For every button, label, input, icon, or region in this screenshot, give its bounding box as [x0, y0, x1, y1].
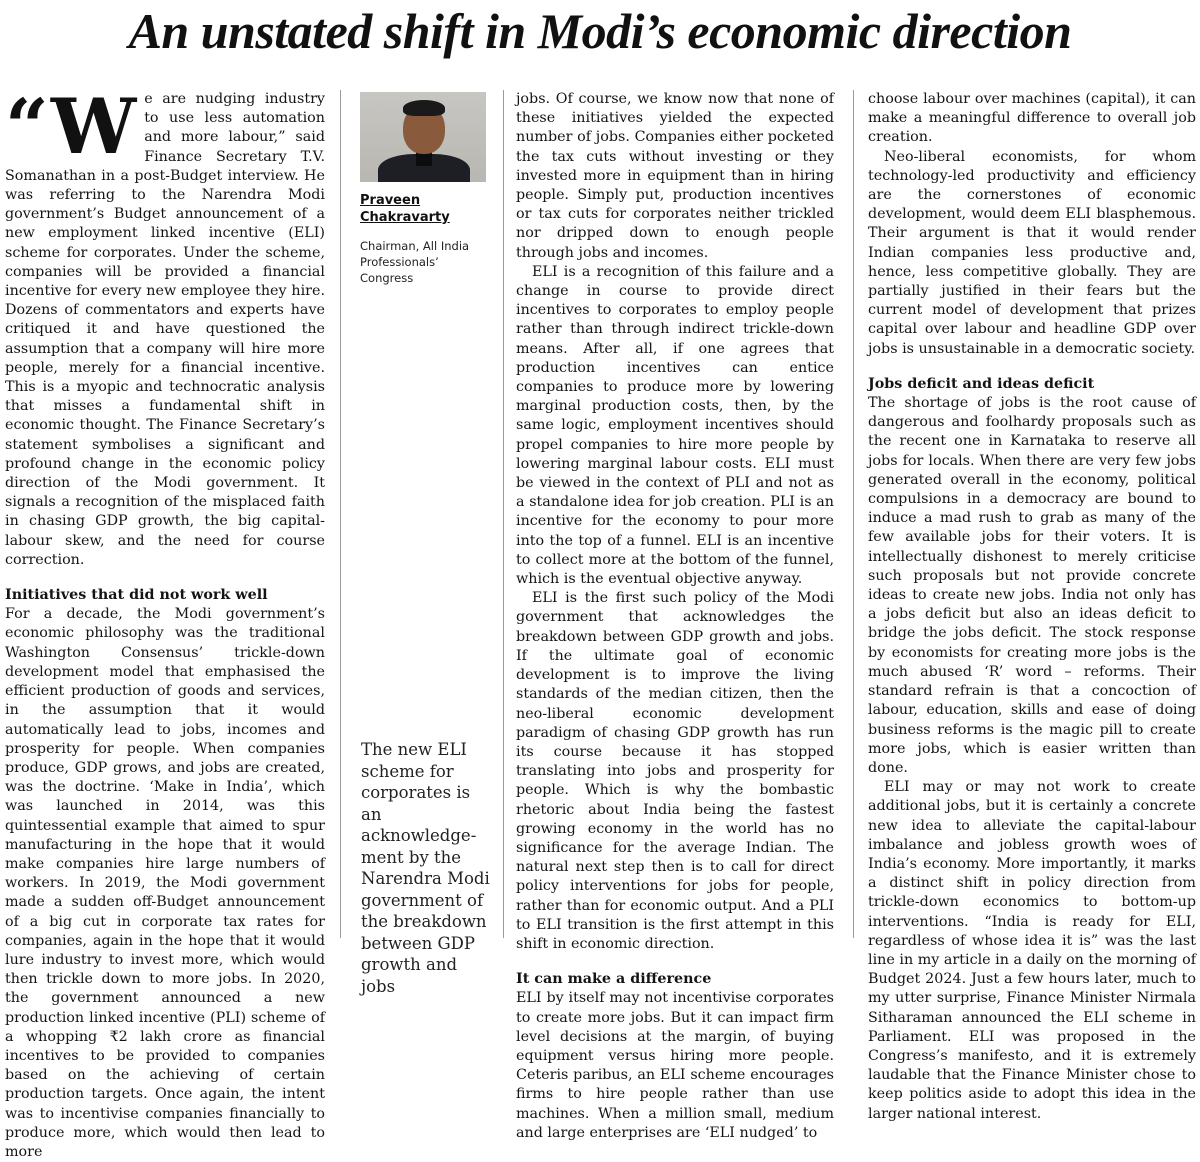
drop-cap: “W [5, 82, 137, 171]
paragraph: For a decade, the Modi government’s economic philosophy was the traditional Washington Consensus’ trickle-down development model that emphasised the efficient production of goods and services, in the assumption that it would automatically lead to jobs, incomes and prosperity for people. When companies produce, GDP grows, and jobs are created, was the doctrine. ‘Make in India’, which was launched in 2014, was this quintessential example that aimed to spur manufacturing in the hope that it would make companies hire large numbers of workers. In 2019, the Modi government made a sudden off-Budget announcement of a big cut in corporate tax rates for companies, again in the hope that it would lure industry to invest more, which would then trickle down to more jobs. In 2020, the government announced a new production linked incentive (PLI) scheme of a whopping ₹2 lakh crore as financial incentives to be provided to companies based on the achieving of certain production targets. Once again, the intent was to incentivise companies financially to produce more, which would then lead to more [5, 606, 325, 1160]
paragraph: Neo-liberal economists, for whom technology-led productivity and efficiency are the cornerstones of economic development, would deem ELI blasphemous. Their argument is that it would render Indian companies less productive and, hence, less competitive globally. They are partially justified in their fears but the current model of development that prizes capital over labour and headline GDP over jobs is unsustainable in a democratic society. [868, 148, 1196, 357]
column-divider [340, 90, 341, 938]
author-role: Chairman, All India Professionals’ Congress [360, 239, 470, 285]
author-name: Praveen Chakravarty [360, 193, 450, 225]
article-column-3 [516, 90, 834, 1143]
paragraph: The shortage of jobs is the root cause of dangerous and foolhardy proposals such as the recent one in Karnataka to reserve all jobs for locals. When there are very few jobs generated overall in the economy, political compulsions in a democracy are bound to induce a mad rush to grab as many of the few available jobs for their voters. It is intellectually dishonest to merely criticise such proposals but not provide concrete ideas to create new jobs. India not only has a jobs deficit but also an ideas deficit to bridge the jobs deficit. The stock response by economists for creating more jobs is the much abused ‘R’ word – reforms. Their standard refrain is that a concoction of labour, education, skills and ease of doing business reforms is the magic pill to create more jobs, which is easier written than done. [868, 395, 1196, 776]
pull-quote: The new ELI scheme for corporates is an acknowledge-ment by the Narendra Modi government of the breakdown between GDP growth and jobs [361, 740, 490, 996]
section-heading: It can make a difference [516, 971, 712, 988]
paragraph: ELI is the first such policy of the Modi government that acknowledges the breakdown between GDP growth and jobs. If the ultimate goal of economic development is to improve the living standards of the median citizen, then the neo-liberal economic development paradigm of chasing GDP growth has run its course because it has stopped translating into jobs and prosperity for people. Which is why the bombastic rhetoric about India being the fastest growing economy in the world has no significance for the average Indian. The natural next step then is to call for direct policy interventions for jobs for people, rather than for economic output. And a PLI to ELI transition is the first attempt in this shift in economic direction. [516, 590, 834, 952]
paragraph: ELI by itself may not incentivise corporates to create more jobs. But it can impact firm level decisions at the margin, of buying equipment versus hiring more people. Ceteris paribus, an ELI scheme encourages firms to hire people rather than use machines. When a million small, medium and large enterprises are ‘ELI nudged’ to [516, 990, 834, 1141]
paragraph: choose labour over machines (capital), it can make a meaningful difference to overall job creation. [868, 91, 1196, 146]
paragraph: e are nudging industry to use less automation and more labour,” said Finance Secretary T.V. Somanathan in a post-Budget interview. He was referring to the Narendra Modi government’s Budget announcement of a new employment linked incentive (ELI) scheme for corporates. Under the scheme, companies will be provided a financial incentive for every new employee they hire. Dozens of commentators and experts have critiqued it and have questioned the assumption that a company will hire more people, merely for a financial incentive. This is a myopic and technocratic analysis that misses a fundamental shift in economic thought. The Finance Secretary’s statement symbolises a significant and profound change in the economic policy direction of the Modi government. It signals a recognition of the misplaced faith in chasing GDP growth, the big capital-labour skew, and the need for course correction. [5, 91, 325, 568]
column-divider [853, 90, 854, 938]
section-heading: Jobs deficit and ideas deficit [868, 375, 1095, 392]
paragraph: jobs. Of course, we know now that none of these initiatives yielded the expected number of jobs. Companies either pocketed the tax cuts without investing or they invested more in equipment than in hiring people. Simply put, production incentives or tax cuts for corporates neither trickled nor dripped down to enough people through jobs and incomes. [516, 91, 834, 261]
author-photo [360, 92, 486, 182]
article-column-1 [5, 82, 325, 1162]
column-divider [503, 90, 504, 938]
author-box [360, 92, 490, 286]
headline: An unstated shift in Modi’s economic direction [128, 3, 1072, 59]
section-heading: Initiatives that did not work well [5, 587, 268, 604]
paragraph: ELI may or may not work to create additional jobs, but it is certainly a concrete new idea to alleviate the capital-labour imbalance and jobless growth woes of India’s economy. More importantly, it marks a distinct shift in policy direction from trickle-down economics to bottom-up interventions. “India is ready for ELI, regardless of whose idea it is” was the last line in my article in a daily on the morning of Budget 2024. Just a few hours later, much to my utter surprise, Finance Minister Nirmala Sitharaman announced the ELI scheme in Parliament. ELI was proposed in the Congress’s manifesto, and it is extremely laudable that the Finance Minister chose to keep politics aside to adopt this idea in the larger national interest. [868, 779, 1196, 1122]
article-column-4 [868, 90, 1196, 1124]
paragraph: ELI is a recognition of this failure and a change in course to provide direct incentives to corporates to employ people rather than through indirect trickle-down means. After all, if one agrees that production incentives can entice companies to produce more by lowering marginal production costs, then, by the same logic, employment incentives should propel companies to hire more people by lowering marginal labour costs. ELI must be viewed in the context of PLI and not as a standalone idea for job creation. PLI is an incentive for the economy to pour more into the top of a funnel. ELI is an incentive to collect more at the bottom of the funnel, which is the eventual objective anyway. [516, 263, 834, 588]
